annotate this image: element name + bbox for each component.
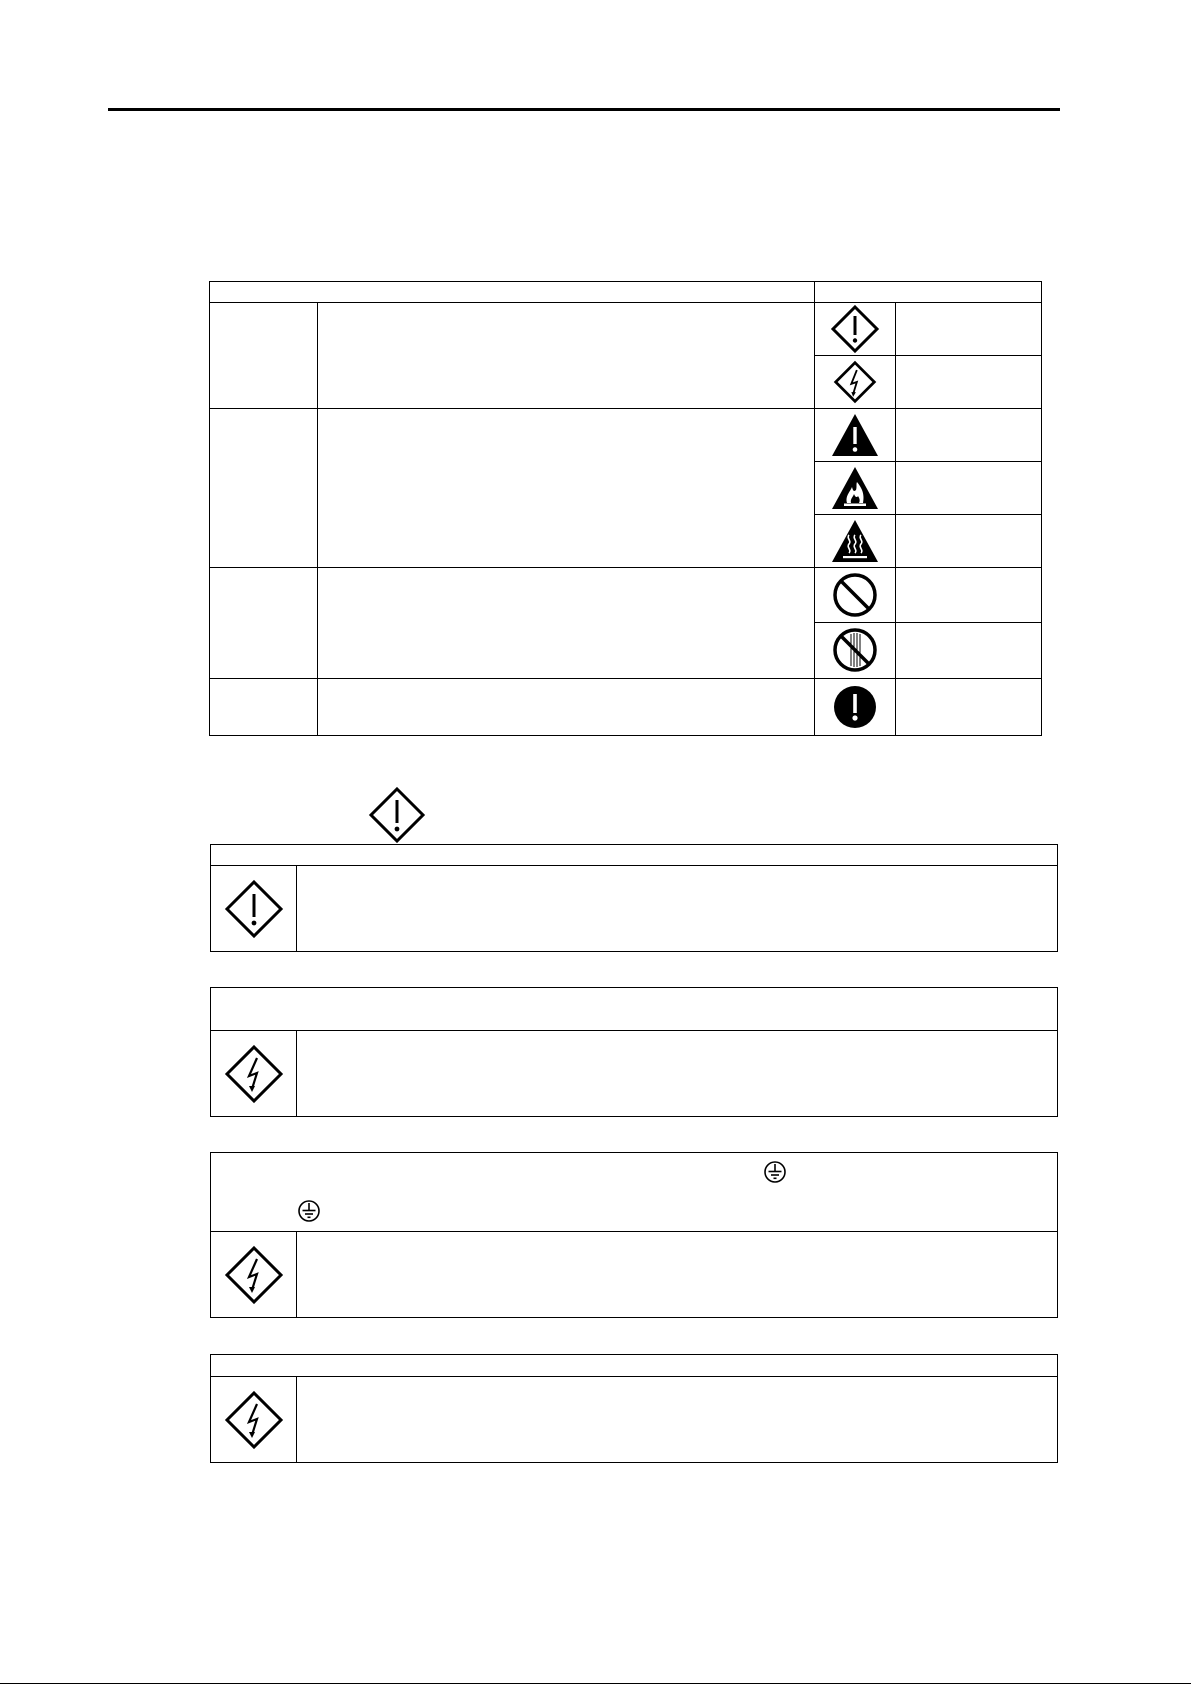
hot-surface-triangle-icon bbox=[815, 514, 895, 567]
warning-body-text bbox=[307, 866, 1047, 951]
symbol-legend-table bbox=[209, 281, 1042, 736]
warning-box-general-caution bbox=[210, 844, 1058, 952]
general-warning-triangle-icon bbox=[815, 408, 895, 461]
protective-ground-icon bbox=[297, 1199, 321, 1228]
general-caution-diamond-icon bbox=[815, 302, 895, 355]
protective-ground-icon bbox=[763, 1160, 787, 1189]
fire-warning-triangle-icon bbox=[815, 461, 895, 514]
warning-body-text bbox=[307, 1232, 1047, 1317]
warning-heading bbox=[211, 1153, 1057, 1232]
mandatory-action-icon bbox=[815, 678, 895, 735]
electric-shock-diamond-icon bbox=[815, 355, 895, 408]
warning-heading bbox=[211, 1355, 1057, 1377]
general-caution-diamond-icon bbox=[368, 786, 426, 849]
warning-heading bbox=[211, 988, 1057, 1031]
footer-rule bbox=[0, 1683, 1191, 1684]
warning-box-electric-shock bbox=[210, 987, 1058, 1117]
warning-box-electric-shock-2 bbox=[210, 1354, 1058, 1463]
warning-box-grounding bbox=[210, 1152, 1058, 1318]
warning-body-text bbox=[307, 1377, 1047, 1462]
electric-shock-diamond-icon bbox=[211, 1377, 297, 1462]
electric-shock-diamond-icon bbox=[211, 1031, 297, 1116]
warning-body-text bbox=[307, 1031, 1047, 1116]
disassembly-prohibition-icon bbox=[815, 622, 895, 678]
general-caution-diamond-icon bbox=[211, 866, 297, 951]
warning-heading bbox=[211, 845, 1057, 866]
general-prohibition-icon bbox=[815, 567, 895, 622]
electric-shock-diamond-icon bbox=[211, 1232, 297, 1317]
header-rule bbox=[108, 108, 1060, 111]
